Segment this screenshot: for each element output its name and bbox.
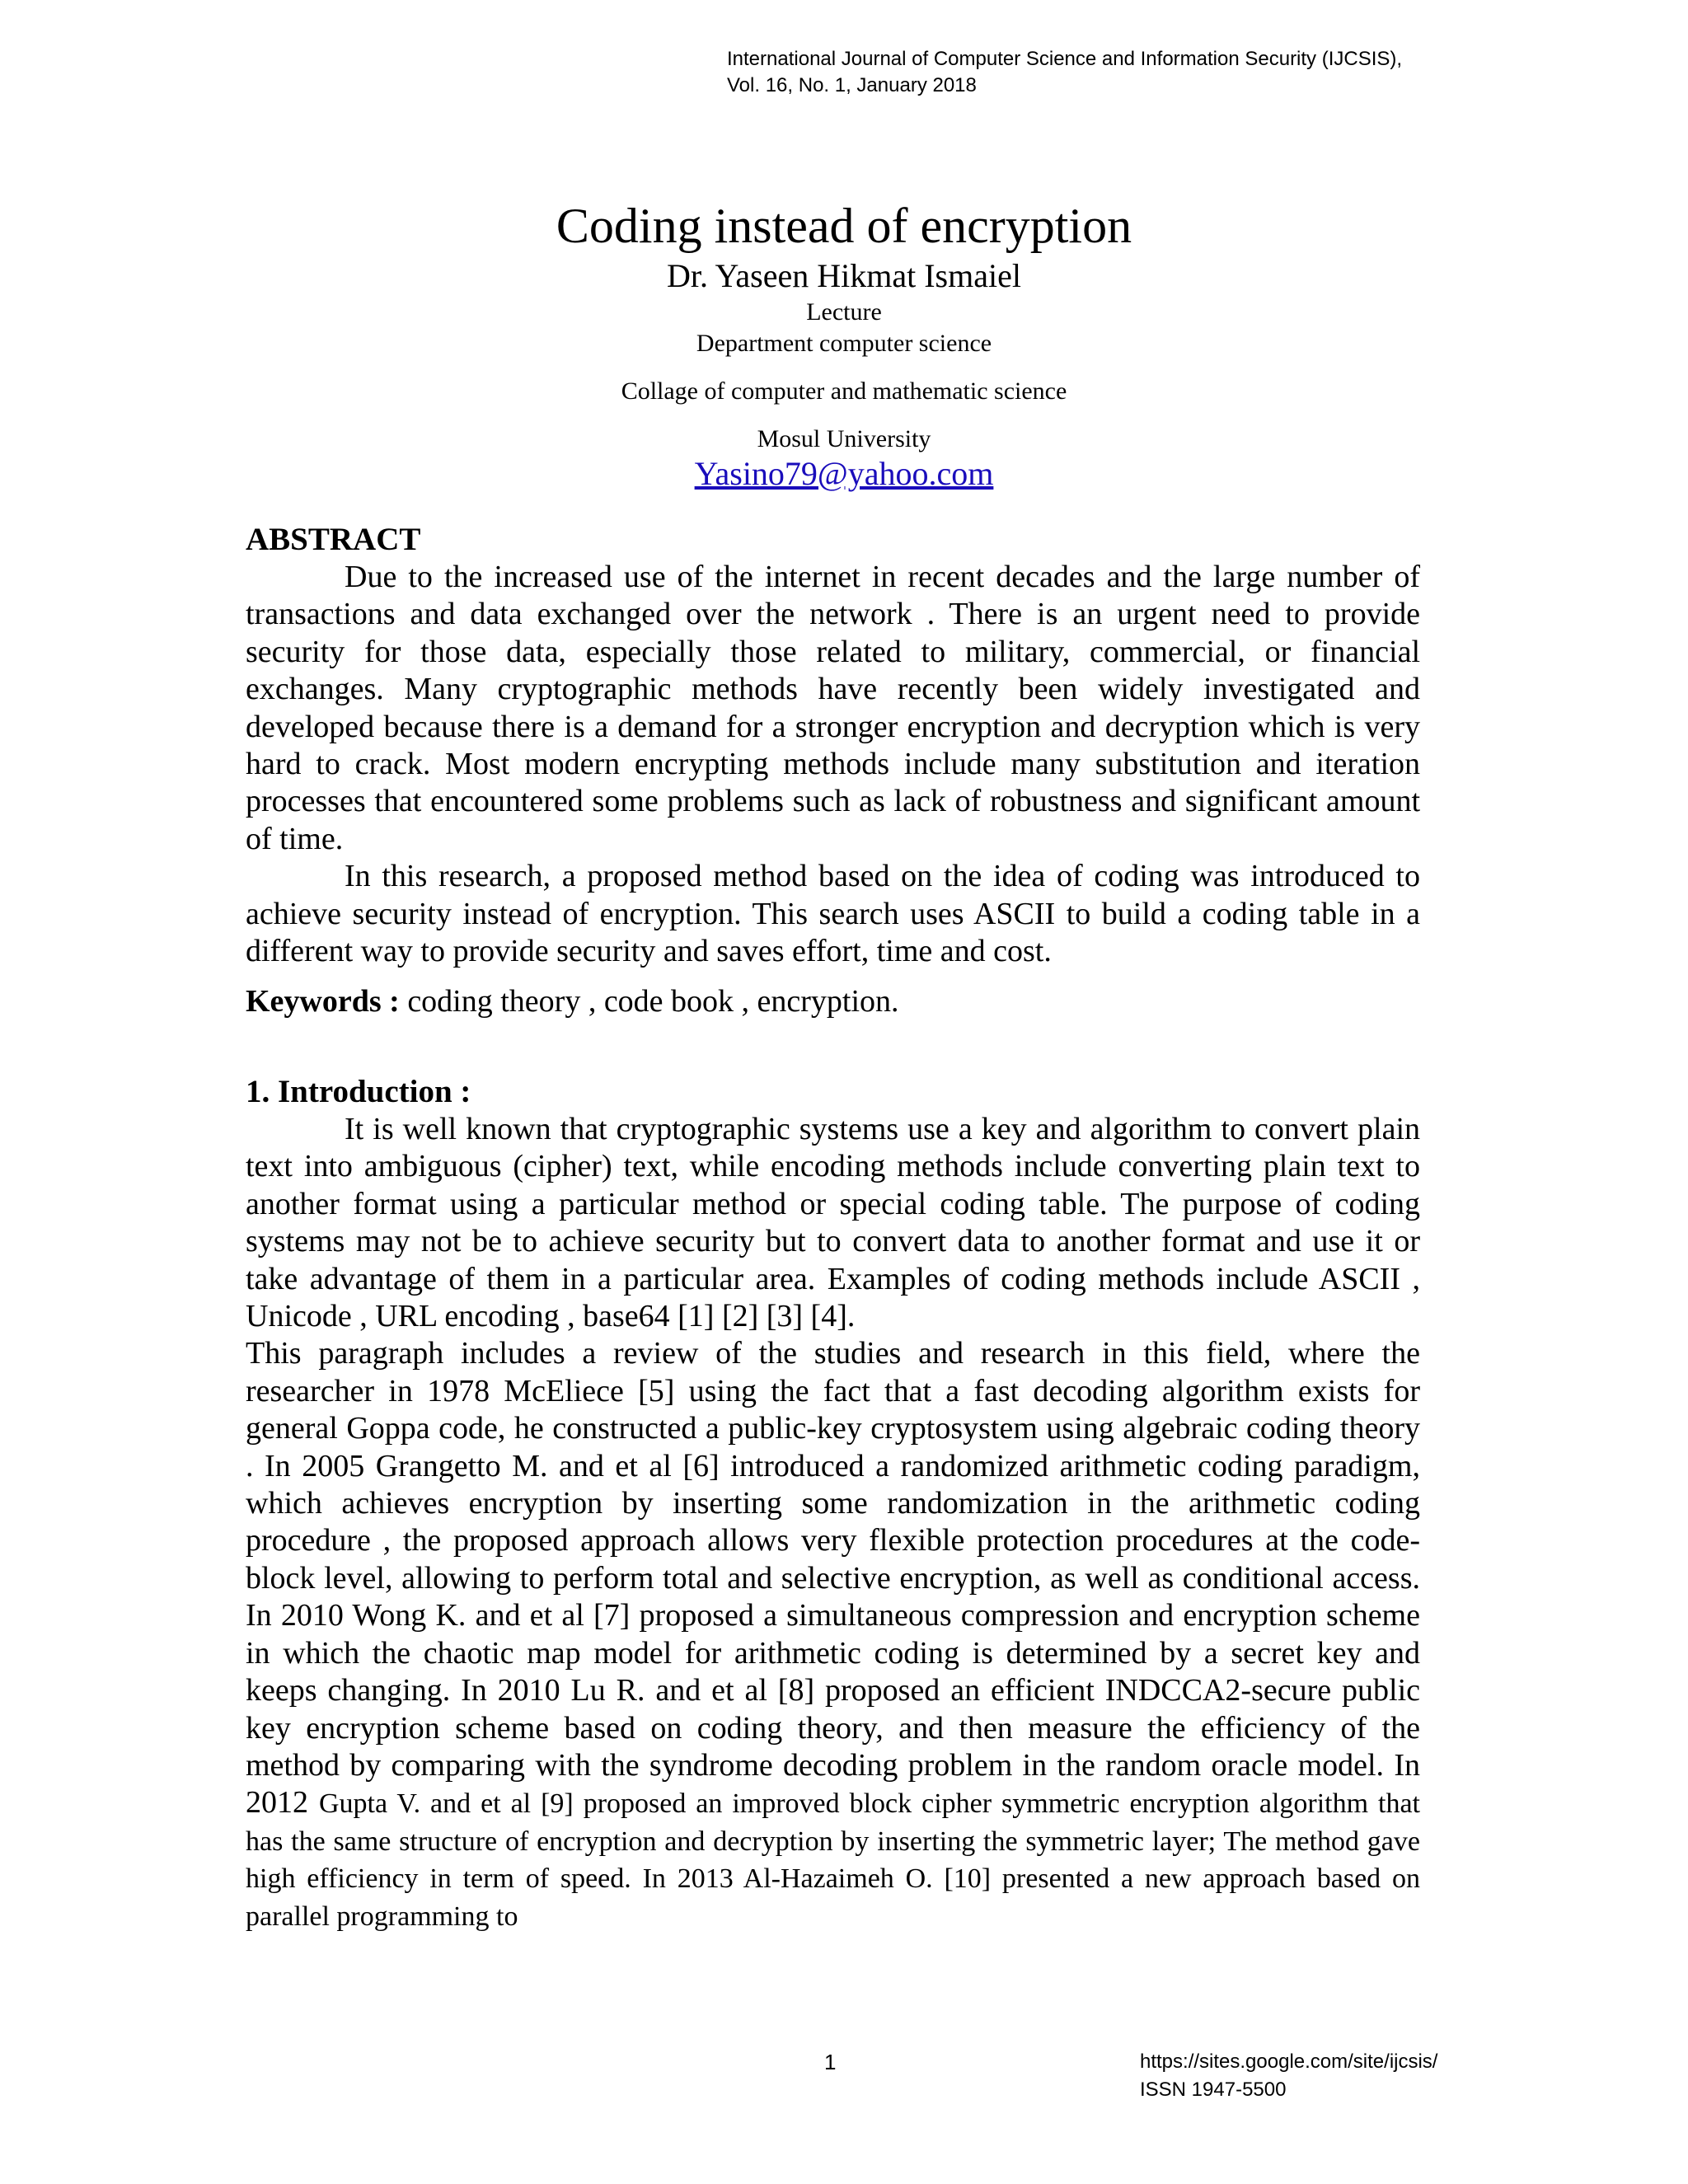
author-name: Dr. Yaseen Hikmat Ismaiel <box>667 257 1021 294</box>
footer-info <box>1140 2048 1437 2104</box>
introduction-paragraph-2-main: This paragraph includes a review of the studies and research in this field, where the researcher in 1978 McEliece [5] using the fact that a fast decoding algorithm exists for general Goppa code, he constructed a public-key cryptosystem using algebraic coding theory . In 2005 Grangetto M. and et al [6] introduced a randomized arithmetic coding paradigm, which achieves encryption by inserting some randomization in the arithmetic coding procedure , the proposed approach allows very flexible protection procedures at the code-block level, allowing to perform total and selective encryption, as well as conditional access. In 2010 Wong K. and et al [7] proposed a simultaneous compression and encryption scheme in which the chaotic map model for arithmetic coding is determined by a secret key and keeps changing. In 2010 Lu R. and et al [8] proposed an efficient INDCCA2-secure public key encryption scheme based on coding theory, and then measure the efficiency of the method by comparing with the syndrome decoding problem in the random oracle model. In 2012 <box>246 1336 1420 1821</box>
page-number: 1 <box>824 2050 837 2074</box>
introduction-paragraph-2 <box>246 1335 1420 1934</box>
footer-issn: ISSN 1947-5500 <box>1140 2079 1287 2101</box>
keywords-text: coding theory , code book , encryption. <box>399 984 899 1019</box>
title-block <box>0 196 1688 493</box>
author-email-link[interactable]: Yasino79@yahoo.com <box>694 455 994 492</box>
paper-title: Coding instead of encryption <box>556 199 1132 253</box>
journal-header-line2: Vol. 16, No. 1, January 2018 <box>727 74 977 96</box>
author-college: Collage of computer and mathematic science <box>621 377 1067 405</box>
journal-header <box>727 46 1402 99</box>
abstract-section <box>246 521 1420 1021</box>
author-position: Lecture <box>806 298 882 326</box>
introduction-paragraph-2-small: Gupta V. and et al [9] proposed an improved block cipher symmetric encryption algorithm that has the same structure of encryption and decryption by inserting the symmetric layer; The method gave high efficiency in term of speed. In 2013 Al-Hazaimeh O. [10] presented a new approach based on parallel programming to <box>246 1788 1420 1932</box>
keywords-line <box>246 983 1420 1020</box>
keywords-label: Keywords : <box>246 984 400 1019</box>
journal-header-line1: International Journal of Computer Science and Information Security (IJCSIS), <box>727 48 1403 70</box>
footer-url: https://sites.google.com/site/ijcsis/ <box>1140 2050 1438 2073</box>
abstract-paragraph-1: Due to the increased use of the internet in recent decades and the large number of transactions and data exchanged over the network . There is an urgent need to provide security for those data, especially those related to military, commercial, or financial exchanges. Many cryptographic methods have recently been widely investigated and developed because there is a demand for a stronger encryption and decryption which is very hard to crack. Most modern encrypting methods include many substitution and iteration processes that encountered some problems such as lack of robustness and significant amount of time. <box>246 560 1420 856</box>
abstract-paragraph-2: In this research, a proposed method based on the idea of coding was introduced to achieve security instead of encryption. This search uses ASCII to build a coding table in a different way to provide security and saves effort, time and cost. <box>246 859 1420 969</box>
abstract-heading: ABSTRACT <box>246 522 421 557</box>
introduction-section <box>246 1073 1420 1934</box>
author-department: Department computer science <box>696 330 992 357</box>
introduction-paragraph-1: It is well known that cryptographic systems use a key and algorithm to convert plain text into ambiguous (cipher) text, while encoding methods include converting plain text to another format using a particular method or special coding table. The purpose of coding systems may not be to achieve security but to convert data to another format and use it or take advantage of them in a particular area. Examples of coding methods include ASCII , Unicode , URL encoding , base64 [1] [2] [3] [4]. <box>246 1112 1420 1334</box>
introduction-heading: 1. Introduction : <box>246 1074 471 1109</box>
author-university: Mosul University <box>757 425 931 452</box>
